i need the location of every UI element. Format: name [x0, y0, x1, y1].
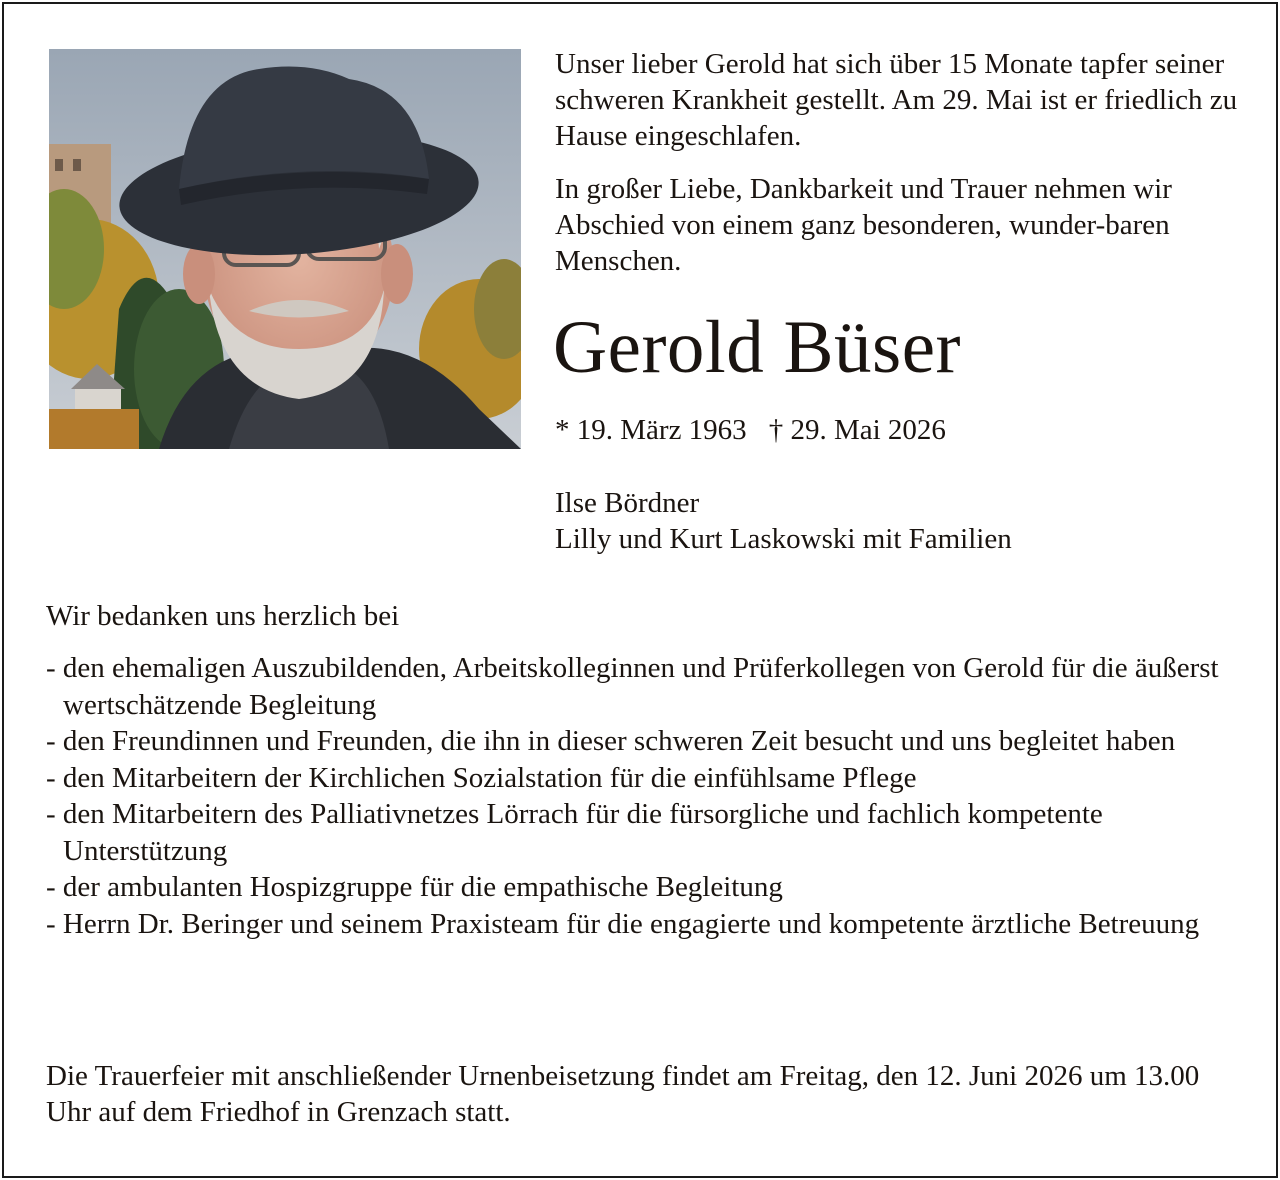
birth-date: * 19. März 1963	[555, 414, 747, 446]
intro-text	[555, 46, 1245, 279]
death-date: † 29. Mai 2026	[768, 414, 946, 446]
list-item: - den Freundinnen und Freunden, die ihn in dieser schweren Zeit besucht und uns begleitet haben	[46, 725, 1176, 757]
funeral-notice: Die Trauerfeier mit anschließender Urnenbeisetzung findet am Freitag, den 12. Juni 2026 um 13.00 Uhr auf dem Friedhof in Grenzach statt.	[46, 1060, 1200, 1128]
family-line: Ilse Bördner	[555, 487, 700, 519]
list-item: - Herrn Dr. Beringer und seinem Praxisteam für die engagierte und kompetente ärztliche Betreuung	[46, 907, 1200, 940]
intro-paragraph: Unser lieber Gerold hat sich über 15 Monate tapfer seiner schweren Krankheit gestellt. Am 29. Mai ist er friedlich zu Hause eingeschlafen.	[555, 48, 1238, 152]
list-item: - den Mitarbeitern der Kirchlichen Sozialstation für die einfühlsame Pflege	[46, 761, 917, 794]
family-signatures	[555, 485, 1012, 557]
portrait-photo	[49, 49, 521, 449]
intro-paragraph: In großer Liebe, Dankbarkeit und Trauer nehmen wir Abschied von einem ganz besonderen, wunder-baren Menschen.	[555, 173, 1172, 277]
family-line: Lilly und Kurt Laskowski mit Familien	[555, 523, 1012, 555]
list-item: - den ehemaligen Auszubildenden, Arbeitskolleginnen und Prüferkollegen von Gerold für die äußerst wertschätzende Begleitung	[46, 652, 1219, 721]
list-item: - den Mitarbeitern des Palliativnetzes Lörrach für die fürsorgliche und fachlich kompetente Unterstützung	[46, 798, 1103, 867]
life-dates	[555, 412, 946, 448]
deceased-name: Gerold Büser	[553, 306, 961, 389]
list-item: - der ambulanten Hospizgruppe für die empathische Begleitung	[46, 871, 783, 903]
thanks-heading: Wir bedanken uns herzlich bei	[46, 600, 400, 632]
thanks-list	[46, 650, 1246, 942]
